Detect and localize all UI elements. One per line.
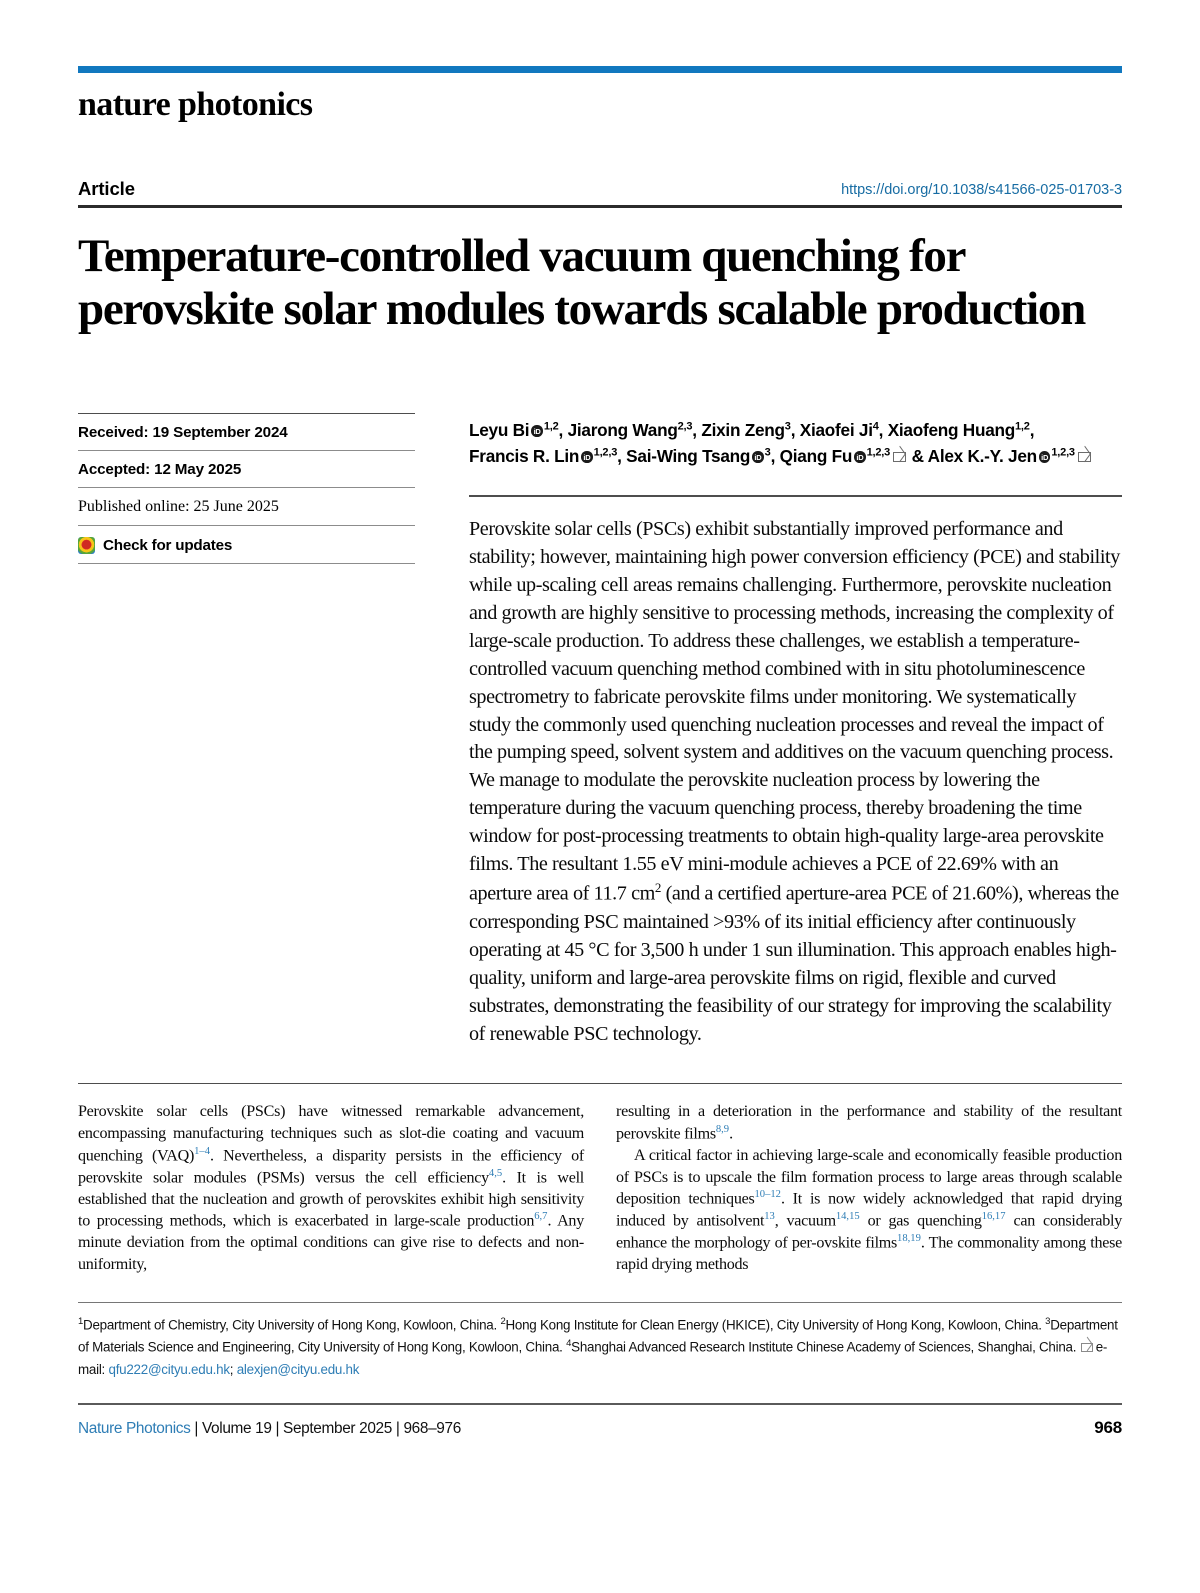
page-footer [78,1418,1122,1438]
author-affil-sup: 1,2,3 [866,446,891,459]
body-text: . It is well established that the nucleation and growth of perovskites exhibit high sensitivity to processing methods, which is exacerbated in large-scale production [78,1169,584,1230]
author-affil-sup: 1,2,3 [1051,446,1075,459]
author-separator: , [1029,419,1035,440]
author-name: , Sai-Wing Tsang [617,445,751,466]
body-paragraph [78,1101,584,1275]
footer-journal-name: Nature Photonics [78,1419,191,1437]
citation-ref[interactable]: 13 [764,1211,775,1223]
meta-and-abstract-section [78,413,1122,1049]
author-name: , Jiarong Wang [558,419,678,440]
author-affil-sup: 1,2,3 [593,446,618,459]
abstract-top-rule [469,495,1122,497]
body-top-rule [78,1083,1122,1085]
page-title: Temperature-controlled vacuum quenching for perovskite solar modules towards scalable production [78,229,1085,336]
author-name: , Qiang Fu [770,445,853,466]
affil-text: Shanghai Advanced Research Institute Chinese Academy of Sciences, Shanghai, China. [571,1339,1080,1355]
citation-ref[interactable]: 1–4 [194,1145,210,1157]
affil-text: Department of Chemistry, City University of Hong Kong, Kowloon, China. [83,1317,501,1333]
email-envelope-icon [1081,1343,1093,1352]
citation-ref[interactable]: 14,15 [835,1211,860,1223]
footer-citation [78,1420,461,1438]
affil-marker: 4 [566,1338,572,1350]
body-text: resulting in a deterioration in the performance and stability of the resultant perovskite films [616,1103,1122,1143]
body-column-right [616,1101,1122,1276]
body-text: . It is now widely acknowledged that rapid drying induced by antisolvent [616,1190,1123,1230]
abstract-part-1: Perovskite solar cells (PSCs) exhibit substantially improved performance and stability; however, maintaining high power conversion efficiency (PCE) and stability while up-scaling cell areas remains challenging. Furthermore, perovskite nucleation and growth are highly sensitive to processing methods, increasing the complexity of large-scale production. To address these challenges, we establish a temperature-controlled vacuum quenching method combined with in situ photoluminescence spectrometry to fabricate perovskite films under monitoring. We systematically study the commonly used quenching nucleation processes and reveal the impact of the pumping speed, solvent system and additives on the vacuum quenching process. We manage to modulate the perovskite nucleation process by lowering the temperature during the vacuum quenching process, thereby broadening the time window for post-processing treatments to obtain high-quality large-area perovskite films. The resultant 1.55 eV mini-module achieves a PCE of 22.69% with an aperture area of 11.7 cm [469,517,1120,906]
email-separator: ; [229,1361,237,1377]
citation-ref[interactable]: 6,7 [534,1211,548,1223]
footer-volume-info: | Volume 19 | September 2025 | 968–976 [190,1419,461,1437]
body-column-left [78,1101,584,1276]
orcid-icon[interactable] [752,451,764,463]
citation-ref[interactable]: 4,5 [488,1167,503,1179]
author-affil-sup: 1,2 [1015,420,1030,433]
author-name: & Alex K.-Y. Jen [911,445,1037,466]
affil-marker: 1 [78,1316,84,1328]
author-affil-sup: 3 [764,446,771,459]
citation-ref[interactable]: 18,19 [897,1233,921,1245]
body-paragraph [616,1145,1122,1276]
published-online-date: Published online: 25 June 2025 [78,488,415,526]
body-text: . Nevertheless, a disparity persists in the efficiency of perovskite solar modules (PSMs) versus the cell efficiency [78,1147,584,1186]
affiliations-block [78,1314,1122,1380]
abstract-superscript: 2 [654,880,661,896]
author-affil-sup: 1,2 [543,420,559,433]
footer-top-rule [78,1403,1122,1405]
body-text: can considerably enhance the morphology of per-ovskite films [616,1212,1122,1252]
body-text: or gas quenching [859,1212,982,1230]
crossmark-icon [78,537,95,554]
citation-ref[interactable]: 16,17 [981,1211,1006,1223]
author-affil-sup: 4 [872,420,879,433]
citation-ref[interactable]: 10–12 [754,1189,781,1201]
affil-marker: 2 [500,1316,506,1328]
body-text: . Any minute deviation from the optimal conditions can give rise to defects and non-uniformity, [78,1212,584,1273]
author-name: , Zixin Zeng [692,419,785,440]
journal-masthead: nature photonics [78,86,313,123]
authors-and-abstract-panel [469,413,1122,1049]
email-envelope-icon[interactable] [1078,452,1091,462]
affil-text: Hong Kong Institute for Clean Energy (HKICE), City University of Hong Kong, Kowloon, China. [505,1317,1046,1333]
orcid-icon[interactable] [531,425,543,437]
article-type-label: Article [78,177,135,199]
publication-history-panel [78,413,415,1049]
corresponding-email-link-1[interactable]: qfu222@cityu.edu.hk [108,1361,230,1377]
author-affil-sup: 3 [784,420,791,433]
check-for-updates-label: Check for updates [103,537,233,555]
abstract-text [469,516,1122,1049]
title-top-rule [78,205,1122,208]
body-text: . The commonality among these rapid drying methods [616,1234,1123,1274]
orcid-icon[interactable] [854,451,866,463]
author-name: Francis R. Lin [469,445,580,466]
body-text: , vacuum [774,1212,836,1230]
body-text: A critical factor in achieving large-scale and economically feasible production of PSCs is to upscale the film formation process to large areas through scalable deposition techniques [616,1147,1122,1208]
abstract-part-2: (and a certified aperture-area PCE of 21.60%), whereas the corresponding PSC maintained >93% of its initial efficiency after continuously operating at 45 °C for 3,500 h under 1 sun illumination. This approach enables high-quality, uniform and large-area perovskite films on rigid, flexible and curved substrates, demonstrating the feasibility of our strategy for improving the scalability of renewable PSC technology. [469,883,1119,1045]
orcid-icon[interactable] [581,451,593,463]
author-affil-sup: 2,3 [677,420,693,433]
orcid-icon[interactable] [1039,451,1051,463]
affil-text: Department of Materials Science and Engineering, City University of Hong Kong, Kowloon, China. [78,1317,1118,1355]
body-text: Perovskite solar cells (PSCs) have witnessed remarkable advancement, encompassing manufacturing techniques such as slot-die coating and vacuum quenching (VAQ) [78,1103,584,1164]
author-list [469,413,1122,469]
accepted-date: Accepted: 12 May 2025 [78,451,415,488]
corresponding-email-link-2[interactable]: alexjen@cityu.edu.hk [236,1361,360,1377]
affil-marker: 3 [1045,1316,1051,1328]
author-name: , Xiaofeng Huang [878,419,1016,440]
page-number: 968 [1094,1417,1122,1437]
body-columns [78,1101,1122,1276]
author-name: , Xiaofei Ji [790,419,873,440]
citation-ref[interactable]: 8,9 [715,1124,730,1135]
received-date: Received: 19 September 2024 [78,414,415,451]
email-label: e-mail: [78,1339,1108,1377]
brand-accent-bar [78,66,1122,73]
affiliations-top-rule [78,1302,1122,1303]
doi-link[interactable]: https://doi.org/10.1038/s41566-025-01703-3 [841,181,1122,198]
check-for-updates-button[interactable] [78,526,415,564]
article-type-and-doi-row [78,178,1122,205]
body-paragraph [616,1101,1122,1145]
author-name: Leyu Bi [469,419,530,440]
email-envelope-icon[interactable] [893,452,906,462]
body-text: . [729,1125,733,1143]
